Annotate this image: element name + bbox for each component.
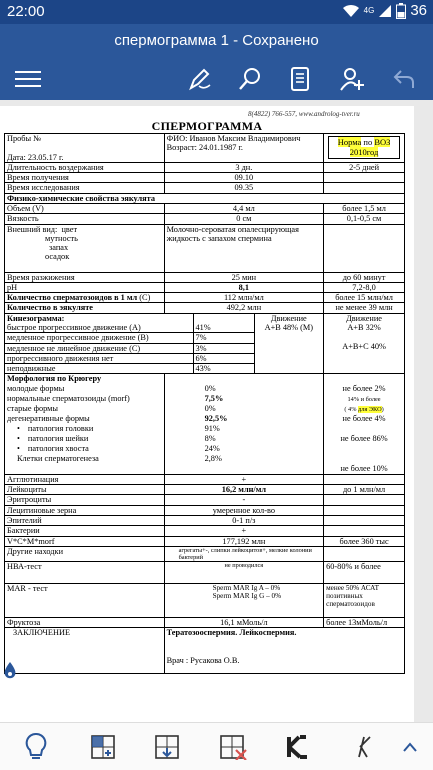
table-row-conclusion: ЗАКЛЮЧЕНИЕ Тератозооспермия. Лейкоспермия. Врач : Русакова О.В. [5,628,405,674]
document-heading: СПЕРМОГРАММА [151,119,263,133]
table-row: НВА-тест не проводился 60-80% и более [5,561,405,583]
table-row: Агглютинация + [5,474,405,484]
cursor-handle-icon[interactable] [3,662,17,680]
battery-icon [396,3,406,19]
insert-row-above-icon[interactable] [88,731,120,763]
table-row-morphology: Морфология по Крюгеру молодые формы нормальные сперматозоиды (morf) старые формы дегенеративные формы • патология головки • патология шейки • патология хвоста Клетки сперматогенеза 0% 7,5% 0% 92,5% 91% 8% 24% 2,8% не более 2% 14% и более ( 4% для ЭКО) не более 4% не более 86% не более 10% [5,374,405,475]
table-row: Эпителий 0-1 п/з [5,516,405,526]
table-row: Фруктоза 16,1 мМоль/л более 13мМоль/л [5,617,405,627]
analysis-date: Дата: 23.05.17 г. [7,152,64,162]
wifi-icon [342,4,360,18]
table-row: Другие находки агрегаты+-, слипки лейкоцитов+, мелкие колонии бактерий [5,546,405,561]
document-canvas[interactable] [0,100,433,722]
table-row: Лецитиновые зерна умеренное кол-во [5,505,405,515]
menu-icon[interactable] [12,64,44,94]
document-page[interactable] [0,106,414,722]
signal-icon [378,4,392,18]
action-bar [0,58,433,100]
table-row: Количество сперматозоидов в 1 мл (С) 112 млн/мл более 15 млн/мл [5,293,405,303]
table-row [5,134,405,163]
insert-row-below-icon[interactable] [152,731,184,763]
share-person-icon[interactable] [336,64,368,94]
semen-analysis-table [4,133,405,674]
patient-age: Возраст: 24.01.1987 г. [166,143,244,153]
undo-icon[interactable] [388,64,420,94]
table-row: Время исследования 09.35 [5,183,405,193]
chevron-up-icon[interactable] [394,731,426,763]
kinesis-table: Кинезограмма: быстрое прогрессивное движение (А) 41% Движение А+В 48% (М) медленное прогрессивное движение (В) 7% медленное не линейное движение (С) 3% прогрессивного движения нет 6% неподвижные 43% [5,314,323,374]
table-row: Вязкость 0 см 0,1-0,5 см [5,214,405,224]
norm-header: Норма по ВОЗ 2010год [328,136,400,159]
table-row [5,193,405,203]
table-row: Бактерии + [5,526,405,536]
probe-label: Пробы № [7,134,42,143]
table-row: Эритроциты - [5,495,405,505]
table-row: Объем (V) 4,4 мл более 1,5 мл [5,203,405,213]
delete-cell-icon[interactable] [218,731,250,763]
patient-name: ФИО: Иванов Максим Владимирович [166,134,301,143]
table-row: V*C*M*morf 177,192 млн более 360 тыс [5,536,405,546]
italic-icon[interactable] [348,731,380,763]
table-row: Лейкоциты 16,2 млн/мл до 1 млн/мл [5,485,405,495]
table-row: Время получения 09.10 [5,173,405,183]
bold-icon[interactable] [282,731,314,763]
table-row: Длительность воздержания 3 дн. 2-5 дней [5,162,405,172]
read-mode-icon[interactable] [284,64,316,94]
status-time: 22:00 [7,3,45,20]
status-bar [0,0,433,24]
title-bar [0,24,433,58]
table-row-kinesis: Кинезограмма: быстрое прогрессивное движение (А) 41% Движение А+В 48% (М) медленное прогрессивное движение (В) 7% медленное не линейное движение (С) 3% прогрессивного движения нет 6% неподвижные 43% Движение А+В 32% А+В+С 40% [5,313,405,374]
bottom-toolbar [0,722,433,770]
table-row: Внешний вид: цвет мутность запах осадок Молочно-сероватая опалесцирующая жидкость с запахом спермина [5,224,405,272]
draw-pen-icon[interactable] [184,64,216,94]
header-contact: 8(4822) 766-557, www.androlog-tver.ru [248,110,360,118]
table-row: Время разжижения 25 мин до 60 минут [5,272,405,282]
table-row: MAR - тест Sperm MAR Ig A – 0% Sperm MAR Ig G – 0% менее 50% АСАТ позитивных сперматозоидов [5,583,405,617]
network-type: 4G [363,5,375,15]
table-row: Количество в эякуляте 492,2 млн не менее 39 млн [5,303,405,313]
table-row: pH 8,1 7,2-8,0 [5,282,405,292]
document-title: спермограмма 1 - Сохранено [114,32,319,49]
lightbulb-icon[interactable] [20,731,52,763]
section-physchem: Физико-химические свойства эякулята [5,193,405,203]
search-icon[interactable] [234,64,266,94]
battery-level: 36 [410,2,427,19]
